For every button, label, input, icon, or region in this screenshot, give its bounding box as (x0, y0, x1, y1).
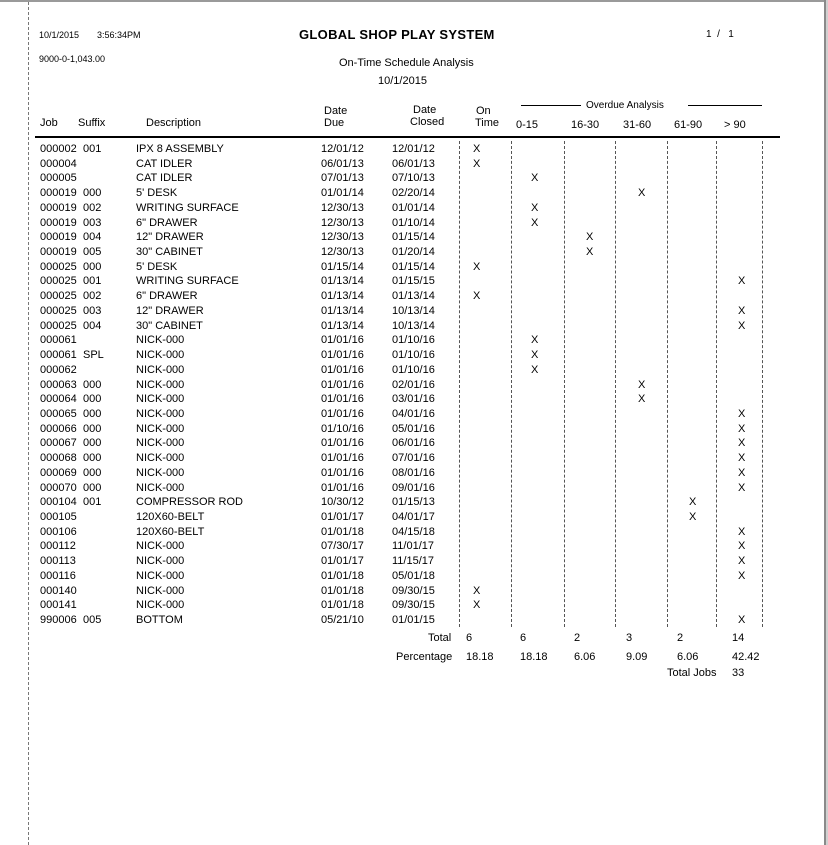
job-description: 5' DESK (136, 261, 178, 273)
date-closed: 01/15/14 (392, 261, 435, 273)
status-mark: X (738, 467, 746, 479)
job-number: 000061 (40, 334, 77, 346)
total-label: Total (428, 632, 452, 644)
date-closed: 06/01/13 (392, 158, 435, 170)
col-date-due-line2: Due (324, 117, 345, 129)
status-mark: X (738, 540, 746, 552)
job-description: NICK-000 (136, 540, 185, 552)
column-divider-on-time-left (459, 141, 460, 627)
col-suffix: Suffix (78, 117, 106, 129)
percentage-16-30: 6.06 (574, 651, 596, 663)
date-closed: 01/10/16 (392, 349, 435, 361)
job-suffix: 000 (83, 379, 102, 391)
date-closed: 09/30/15 (392, 585, 435, 597)
date-due: 01/01/18 (321, 585, 364, 597)
job-suffix: 000 (83, 261, 102, 273)
col-job: Job (40, 117, 58, 129)
header-rule (35, 136, 780, 138)
total-0-15: 6 (520, 632, 527, 644)
date-closed: 03/01/16 (392, 393, 435, 405)
date-closed: 05/01/18 (392, 570, 435, 582)
date-due: 01/01/16 (321, 467, 364, 479)
job-number: 000113 (40, 555, 76, 567)
job-description: NICK-000 (136, 364, 185, 376)
date-due: 12/30/13 (321, 231, 364, 243)
date-due: 12/30/13 (321, 217, 364, 229)
date-due: 06/01/13 (321, 158, 364, 170)
date-closed: 11/15/17 (392, 555, 435, 567)
date-closed: 01/01/14 (392, 202, 435, 214)
date-closed: 01/15/15 (392, 275, 435, 287)
job-description: NICK-000 (136, 555, 185, 567)
job-number: 000025 (40, 305, 77, 317)
status-mark: X (738, 408, 746, 420)
date-closed: 09/30/15 (392, 599, 435, 611)
job-description: NICK-000 (136, 452, 185, 464)
job-description: 5' DESK (136, 187, 178, 199)
status-mark: X (473, 261, 481, 273)
column-divider-on-time-right (511, 141, 512, 627)
col-61-90: 61-90 (674, 119, 703, 131)
job-description: NICK-000 (136, 423, 185, 435)
job-number: 000112 (40, 540, 76, 552)
date-closed: 02/20/14 (392, 187, 435, 199)
date-due: 12/01/12 (321, 143, 364, 155)
job-number: 000104 (40, 496, 77, 508)
status-mark: X (738, 570, 746, 582)
date-closed: 10/13/14 (392, 320, 435, 332)
col-over-90: > 90 (724, 119, 746, 131)
job-number: 000070 (40, 482, 77, 494)
date-due: 01/01/16 (321, 452, 364, 464)
status-mark: X (738, 555, 746, 567)
job-suffix: 000 (83, 437, 102, 449)
job-suffix: 001 (83, 275, 102, 287)
job-suffix: 000 (83, 187, 102, 199)
job-description: WRITING SURFACE (136, 275, 239, 287)
job-description: 6" DRAWER (136, 217, 198, 229)
date-closed: 08/01/16 (392, 467, 435, 479)
date-due: 01/01/16 (321, 437, 364, 449)
job-number: 000106 (40, 526, 77, 538)
job-number: 000061 (40, 349, 77, 361)
status-mark: X (689, 496, 697, 508)
job-suffix: 000 (83, 393, 102, 405)
date-closed: 07/10/13 (392, 172, 435, 184)
status-mark: X (638, 187, 646, 199)
job-number: 000141 (40, 599, 77, 611)
date-closed: 02/01/16 (392, 379, 435, 391)
date-due: 07/01/13 (321, 172, 364, 184)
date-due: 01/01/16 (321, 482, 364, 494)
status-mark: X (738, 423, 746, 435)
date-closed: 01/13/14 (392, 290, 435, 302)
date-due: 12/30/13 (321, 202, 364, 214)
date-closed: 04/01/16 (392, 408, 435, 420)
job-description: COMPRESSOR ROD (136, 496, 243, 508)
status-mark: X (531, 334, 539, 346)
total-31-60: 3 (626, 632, 633, 644)
job-number: 000002 (40, 143, 77, 155)
job-number: 000025 (40, 290, 77, 302)
status-mark: X (586, 246, 594, 258)
job-number: 000064 (40, 393, 77, 405)
status-mark: X (531, 172, 539, 184)
status-mark: X (473, 290, 481, 302)
job-number: 000025 (40, 275, 77, 287)
date-closed: 01/01/15 (392, 614, 435, 626)
job-suffix: 003 (83, 217, 102, 229)
date-due: 01/01/16 (321, 393, 364, 405)
job-description: NICK-000 (136, 379, 185, 391)
col-31-60: 31-60 (623, 119, 652, 131)
report-code: 9000-0-1,043.00 (39, 54, 106, 64)
col-on-time-line2: Time (475, 117, 500, 129)
col-description: Description (146, 117, 202, 129)
status-mark: X (638, 379, 646, 391)
col-date-due-line1: Date (324, 105, 348, 117)
job-number: 000025 (40, 261, 77, 273)
job-description: WRITING SURFACE (136, 202, 239, 214)
date-due: 10/30/12 (321, 496, 364, 508)
job-description: 30" CABINET (136, 320, 203, 332)
date-due: 01/01/16 (321, 334, 364, 346)
job-number: 000019 (40, 231, 77, 243)
job-description: NICK-000 (136, 408, 185, 420)
job-description: NICK-000 (136, 334, 185, 346)
job-number: 000066 (40, 423, 77, 435)
job-number: 000140 (40, 585, 77, 597)
job-number: 000019 (40, 187, 77, 199)
status-mark: X (738, 305, 746, 317)
date-due: 01/13/14 (321, 290, 364, 302)
job-description: NICK-000 (136, 467, 185, 479)
status-mark: X (531, 217, 539, 229)
job-suffix: 000 (83, 423, 102, 435)
overdue-analysis-heading: Overdue Analysis (586, 100, 664, 111)
job-number: 000005 (40, 172, 77, 184)
date-due: 01/13/14 (321, 320, 364, 332)
percentage-61-90: 6.06 (677, 651, 699, 663)
job-number: 000004 (40, 158, 77, 170)
date-closed: 07/01/16 (392, 452, 435, 464)
job-description: 120X60-BELT (136, 511, 205, 523)
date-due: 01/01/14 (321, 187, 364, 199)
status-mark: X (689, 511, 697, 523)
total-jobs-label: Total Jobs (667, 667, 717, 679)
job-description: NICK-000 (136, 437, 185, 449)
col-date-closed-line1: Date (413, 104, 437, 116)
job-description: NICK-000 (136, 585, 185, 597)
status-mark: X (738, 452, 746, 464)
job-number: 000019 (40, 202, 77, 214)
job-description: NICK-000 (136, 349, 185, 361)
date-due: 01/01/16 (321, 408, 364, 420)
date-due: 01/01/18 (321, 570, 364, 582)
job-suffix: 000 (83, 482, 102, 494)
date-closed: 06/01/16 (392, 437, 435, 449)
job-suffix: 001 (83, 496, 102, 508)
status-mark: X (473, 585, 481, 597)
job-description: 6" DRAWER (136, 290, 198, 302)
job-suffix: 003 (83, 305, 102, 317)
col-0-15: 0-15 (516, 119, 539, 131)
overdue-header-dash-left (521, 105, 581, 106)
page-indicator: 1 / 1 (706, 29, 734, 40)
date-due: 01/15/14 (321, 261, 364, 273)
job-description: NICK-000 (136, 393, 185, 405)
job-suffix: 001 (83, 143, 102, 155)
date-closed: 01/10/16 (392, 334, 435, 346)
job-number: 000019 (40, 217, 77, 229)
overdue-header-dash-right (688, 105, 762, 106)
total-jobs-value: 33 (732, 667, 745, 679)
report-subtitle: On-Time Schedule Analysis (339, 57, 474, 69)
job-suffix: 004 (83, 231, 102, 243)
job-suffix: 005 (83, 246, 102, 258)
job-suffix: 000 (83, 467, 102, 479)
job-number: 000065 (40, 408, 77, 420)
date-closed: 01/10/14 (392, 217, 435, 229)
job-description: NICK-000 (136, 570, 185, 582)
date-due: 01/01/16 (321, 349, 364, 361)
page-left-margin-line (28, 2, 29, 845)
status-mark: X (738, 614, 746, 626)
col-date-closed-line2: Closed (410, 116, 445, 128)
job-description: 12" DRAWER (136, 305, 204, 317)
job-number: 990006 (40, 614, 77, 626)
job-number: 000019 (40, 246, 77, 258)
percentage-0-15: 18.18 (520, 651, 548, 663)
percentage-on-time: 18.18 (466, 651, 494, 663)
window-top-border (0, 0, 828, 2)
status-mark: X (586, 231, 594, 243)
date-closed: 11/01/17 (392, 540, 435, 552)
print-time: 3:56:34PM (97, 30, 141, 40)
column-divider-61-90 (716, 141, 717, 627)
job-number: 000062 (40, 364, 77, 376)
total-16-30: 2 (574, 632, 581, 644)
date-closed: 01/20/14 (392, 246, 435, 258)
status-mark: X (738, 526, 746, 538)
date-due: 01/01/18 (321, 526, 364, 538)
status-mark: X (738, 320, 746, 332)
col-16-30: 16-30 (571, 119, 600, 131)
status-mark: X (473, 599, 481, 611)
status-mark: X (738, 437, 746, 449)
date-closed: 12/01/12 (392, 143, 435, 155)
job-suffix: 000 (83, 452, 102, 464)
column-divider-0-15 (564, 141, 565, 627)
date-closed: 05/01/16 (392, 423, 435, 435)
report-date: 10/1/2015 (378, 75, 427, 87)
status-mark: X (473, 158, 481, 170)
job-description: 30" CABINET (136, 246, 203, 258)
job-description: BOTTOM (136, 614, 183, 626)
percentage-over-90: 42.42 (732, 651, 760, 663)
column-divider-31-60 (667, 141, 668, 627)
status-mark: X (531, 202, 539, 214)
date-closed: 10/13/14 (392, 305, 435, 317)
job-suffix: SPL (83, 349, 104, 361)
job-number: 000069 (40, 467, 77, 479)
date-due: 01/01/16 (321, 379, 364, 391)
job-suffix: 004 (83, 320, 102, 332)
job-suffix: 002 (83, 290, 102, 302)
job-description: 120X60-BELT (136, 526, 205, 538)
date-due: 01/13/14 (321, 305, 364, 317)
job-description: CAT IDLER (136, 172, 193, 184)
status-mark: X (738, 482, 746, 494)
date-closed: 04/15/18 (392, 526, 435, 538)
job-description: NICK-000 (136, 482, 185, 494)
job-number: 000025 (40, 320, 77, 332)
job-number: 000067 (40, 437, 77, 449)
job-number: 000063 (40, 379, 77, 391)
col-on-time-line1: On (476, 105, 491, 117)
date-closed: 01/10/16 (392, 364, 435, 376)
date-closed: 01/15/13 (392, 496, 435, 508)
job-description: CAT IDLER (136, 158, 193, 170)
percentage-label: Percentage (396, 651, 453, 663)
report-title: GLOBAL SHOP PLAY SYSTEM (299, 27, 495, 42)
date-due: 01/13/14 (321, 275, 364, 287)
job-number: 000105 (40, 511, 77, 523)
date-closed: 04/01/17 (392, 511, 435, 523)
total-over-90: 14 (732, 632, 745, 644)
status-mark: X (738, 275, 746, 287)
total-61-90: 2 (677, 632, 684, 644)
date-due: 12/30/13 (321, 246, 364, 258)
date-due: 01/01/17 (321, 511, 364, 523)
print-date: 10/1/2015 (39, 30, 80, 40)
status-mark: X (531, 349, 539, 361)
job-description: NICK-000 (136, 599, 185, 611)
date-due: 01/01/17 (321, 555, 364, 567)
date-due: 01/01/18 (321, 599, 364, 611)
job-number: 000116 (40, 570, 76, 582)
total-on-time: 6 (466, 632, 473, 644)
job-description: 12" DRAWER (136, 231, 204, 243)
status-mark: X (638, 393, 646, 405)
job-suffix: 005 (83, 614, 102, 626)
job-suffix: 000 (83, 408, 102, 420)
date-closed: 09/01/16 (392, 482, 435, 494)
column-divider-16-30 (615, 141, 616, 627)
date-closed: 01/15/14 (392, 231, 435, 243)
date-due: 07/30/17 (321, 540, 364, 552)
status-mark: X (531, 364, 539, 376)
status-mark: X (473, 143, 481, 155)
column-divider-over-90 (762, 141, 763, 627)
job-description: IPX 8 ASSEMBLY (136, 143, 224, 155)
date-due: 05/21/10 (321, 614, 364, 626)
percentage-31-60: 9.09 (626, 651, 648, 663)
job-suffix: 002 (83, 202, 102, 214)
job-number: 000068 (40, 452, 77, 464)
date-due: 01/10/16 (321, 423, 364, 435)
date-due: 01/01/16 (321, 364, 364, 376)
